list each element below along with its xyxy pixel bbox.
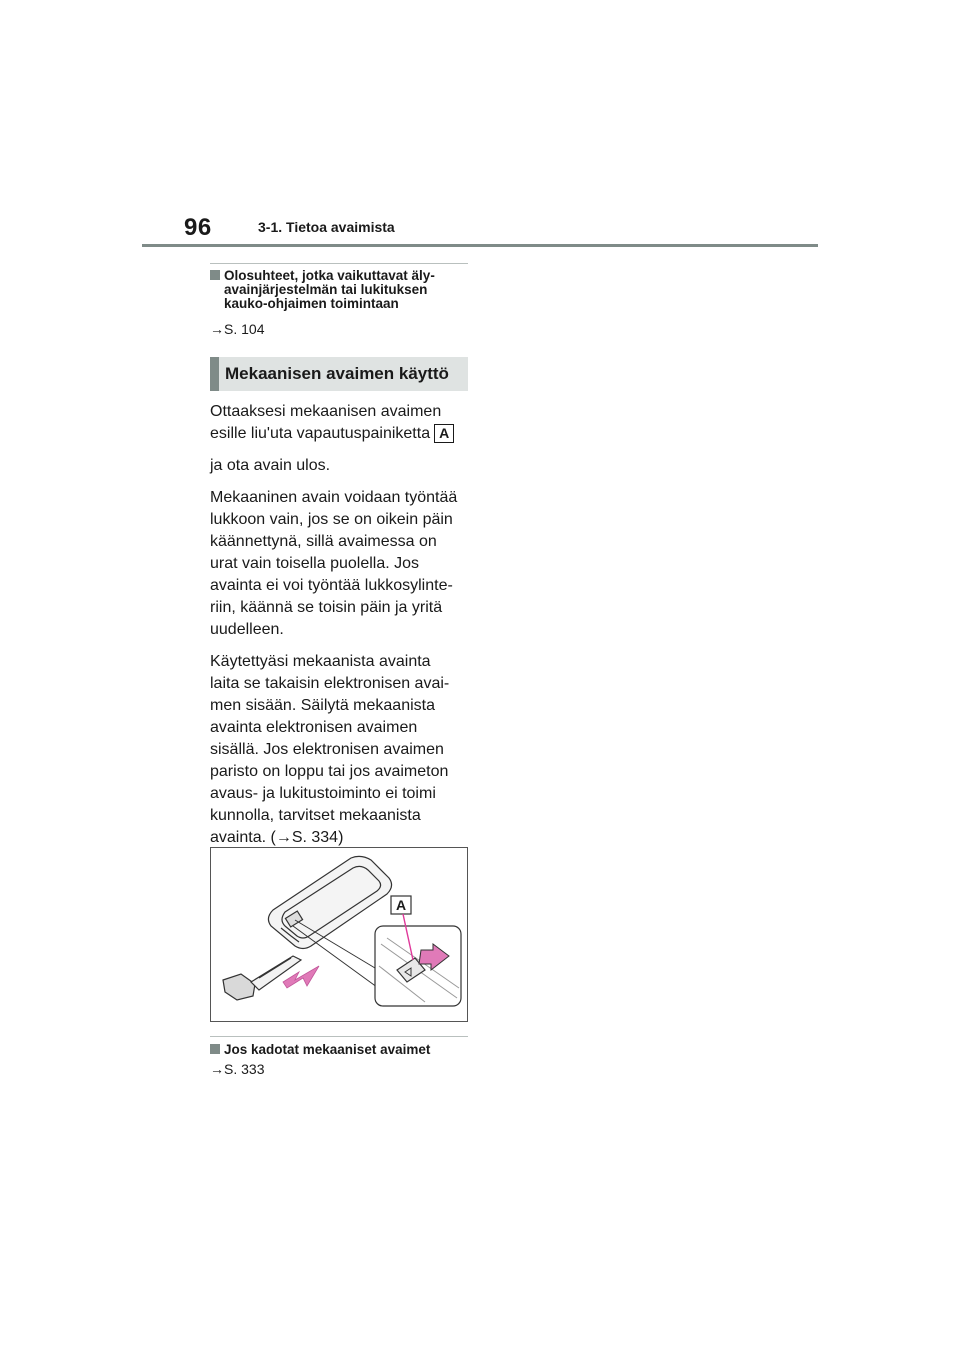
divider	[210, 1036, 468, 1037]
p3-line: avaus- ja lukitustoiminto ei toimi	[210, 785, 436, 802]
lost-keys-heading	[210, 1042, 430, 1057]
p2-line: riin, käännä se toisin päin ja yritä	[210, 599, 443, 616]
p1-line2: esille liu'uta vapautuspainiketta	[210, 425, 431, 442]
p2-line: avainta ei voi työntää lukkosylinte-	[210, 577, 453, 594]
p2-line: Mekaaninen avain voidaan työntää	[210, 489, 458, 506]
zoom-detail	[375, 926, 461, 1006]
p2-line: käännettynä, sillä avaimessa on	[210, 533, 437, 550]
p3-line: paristo on loppu tai jos avaimeton	[210, 763, 449, 780]
p2-line: lukkoon vain, jos se on oikein päin	[210, 511, 453, 528]
key-illustration	[210, 847, 468, 1022]
section-heading-title: Mekaanisen avaimen käyttö	[225, 364, 449, 383]
conditions-heading-line2: avainjärjestelmän tai lukituksen	[224, 282, 428, 297]
lost-keys-page-ref[interactable]: →S. 333	[210, 1061, 265, 1077]
page-number: 96	[184, 214, 212, 241]
conditions-heading-line1: Olosuhteet, jotka vaikuttavat äly-	[224, 268, 435, 283]
conditions-heading-line3: kauko-ohjaimen toimintaan	[224, 296, 399, 311]
p3-line: avainta elektronisen avaimen	[210, 719, 418, 736]
divider	[210, 263, 468, 264]
p2-line: urat vain toisella puolella. Jos	[210, 555, 420, 572]
p3-line: men sisään. Säilytä mekaanista	[210, 697, 435, 714]
paragraph-2	[210, 487, 472, 641]
conditions-heading	[210, 269, 468, 311]
p2-line: uudelleen.	[210, 621, 284, 638]
conditions-page-ref[interactable]: →S. 104	[210, 321, 265, 337]
p3-line: kunnolla, tarvitset mekaanista	[210, 807, 421, 824]
p3-line: sisällä. Jos elektronisen avaimen	[210, 741, 444, 758]
square-bullet-icon	[210, 1044, 220, 1054]
section-heading-box	[210, 357, 468, 391]
lost-keys-heading-text: Jos kadotat mekaaniset avaimet	[224, 1042, 431, 1057]
square-bullet-icon	[210, 270, 220, 280]
p1-line3: ja ota avain ulos.	[210, 457, 331, 474]
header-divider	[142, 244, 818, 247]
body-text	[210, 401, 472, 859]
header-section-title: 3-1. Tietoa avaimista	[258, 219, 395, 235]
paragraph-1	[210, 401, 472, 445]
paragraph-1-end	[210, 455, 472, 477]
p3-line: Käytettyäsi mekaanista avainta	[210, 653, 431, 670]
p3-line: avainta. (→S. 334)	[210, 829, 344, 846]
section-heading-bar	[210, 357, 219, 391]
electronic-key-icon	[268, 856, 391, 948]
p3-line: laita se takaisin elektronisen avai-	[210, 675, 450, 692]
paragraph-3	[210, 651, 472, 849]
callout-a-label: A	[395, 897, 407, 913]
marker-a: A	[434, 424, 454, 443]
key-illustration-svg	[211, 848, 467, 1021]
p1-line1: Ottaaksesi mekaanisen avaimen	[210, 403, 442, 420]
